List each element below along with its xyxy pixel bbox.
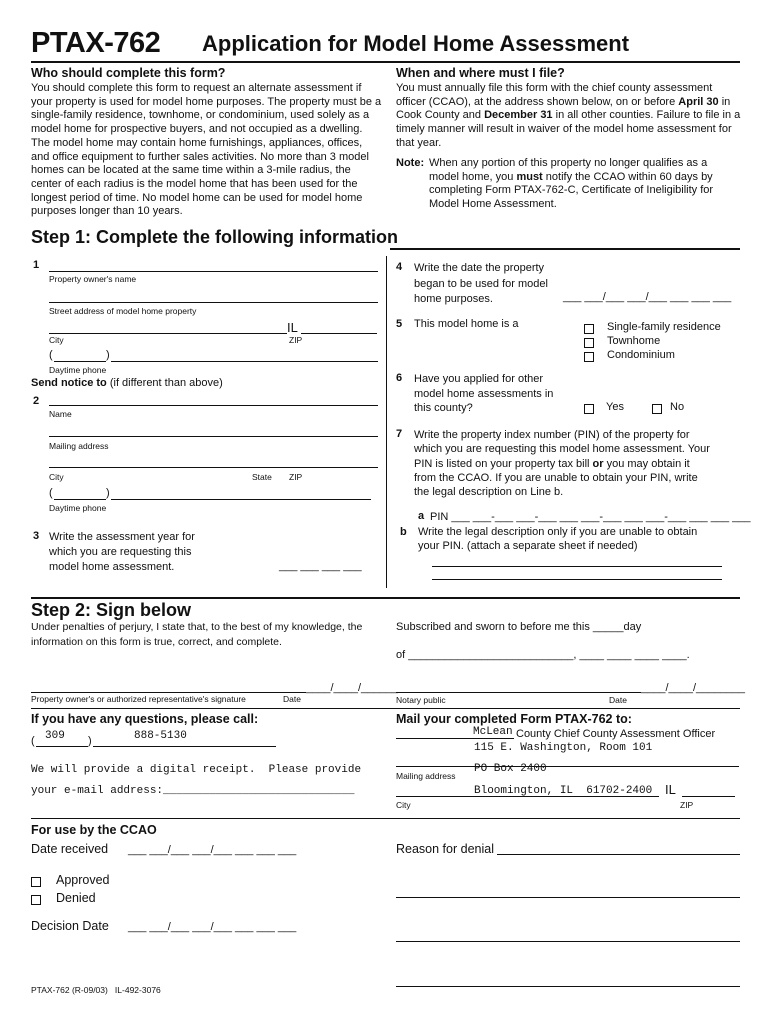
signature-date-field[interactable]: ____/____/______ bbox=[306, 682, 398, 694]
reason-for-denial-field-3[interactable] bbox=[396, 941, 740, 942]
send-notice-rest: (if different than above) bbox=[106, 377, 223, 389]
zip-label: ZIP bbox=[289, 335, 303, 345]
condominium-checkbox[interactable] bbox=[584, 352, 594, 362]
ccao-heading: For use by the CCAO bbox=[31, 823, 157, 837]
assessment-year-field[interactable]: ___ ___ ___ ___ bbox=[279, 560, 362, 572]
item-1-number: 1 bbox=[33, 259, 40, 271]
yes-option[interactable] bbox=[584, 401, 624, 419]
no-label: No bbox=[670, 401, 685, 413]
contact-rule bbox=[31, 708, 740, 709]
mail-county: McLean bbox=[473, 726, 513, 738]
city-field[interactable] bbox=[49, 333, 287, 334]
email-field[interactable]: your e-mail address:_____________________________ bbox=[31, 785, 355, 797]
legal-description-field-1[interactable] bbox=[432, 566, 722, 567]
no-checkbox[interactable] bbox=[652, 404, 662, 414]
phone-paren-open: ( bbox=[49, 349, 53, 361]
single-family-checkbox[interactable] bbox=[584, 324, 594, 334]
notice-mailing-field[interactable] bbox=[49, 436, 378, 437]
notice-city-field[interactable] bbox=[49, 467, 378, 468]
note-body bbox=[429, 157, 729, 212]
item-7-text-1: Write the property index number (PIN) of the property for which you are requesting this model home assessment. Your PIN is listed on your property tax bill bbox=[414, 429, 710, 470]
ccao-rule bbox=[31, 818, 740, 819]
zip-field[interactable] bbox=[301, 333, 377, 334]
when-heading: When and where must I file? bbox=[396, 66, 565, 80]
step1-rule bbox=[390, 248, 740, 250]
item-5-number: 5 bbox=[396, 318, 403, 330]
contact-phone: 888-5130 bbox=[134, 730, 187, 742]
townhome-checkbox[interactable] bbox=[584, 338, 594, 348]
mail-il: IL bbox=[665, 782, 676, 797]
notice-mailing-label: Mailing address bbox=[49, 441, 109, 451]
notice-area-code-field[interactable] bbox=[54, 499, 106, 500]
perjury-text: Under penalties of perjury, I state that, to the best of my knowledge, the information on this form is true, correct, and complete. bbox=[31, 621, 363, 648]
contact-area-code: 309 bbox=[45, 730, 65, 742]
note-body-1: When any portion of this property no longer qualifies as a model home, you bbox=[429, 157, 708, 183]
item-4-text: Write the date the property began to be used for model home purposes. bbox=[414, 262, 548, 305]
mail-heading: Mail your completed Form PTAX-762 to: bbox=[396, 712, 632, 726]
form-number: PTAX-762 bbox=[31, 27, 161, 59]
when-date-1: April 30 bbox=[678, 95, 719, 108]
step2-top-rule bbox=[31, 597, 740, 599]
condominium-option[interactable] bbox=[584, 349, 675, 367]
item-7-text bbox=[414, 428, 714, 499]
notice-zip-label: ZIP bbox=[289, 472, 303, 482]
contact-phone-line bbox=[93, 746, 276, 747]
item-6-number: 6 bbox=[396, 372, 403, 384]
owner-name-field[interactable] bbox=[49, 271, 378, 272]
signature-field[interactable] bbox=[31, 692, 306, 693]
approved-option[interactable] bbox=[31, 873, 110, 892]
contact-paren-close: ) bbox=[88, 735, 92, 747]
denied-checkbox[interactable] bbox=[31, 895, 41, 905]
notary-label: Notary public bbox=[396, 695, 446, 705]
street-address-field[interactable] bbox=[49, 302, 378, 303]
when-body-2: in Cook County and bbox=[396, 95, 731, 122]
item-7-number: 7 bbox=[396, 428, 403, 440]
notary-date-label: Date bbox=[609, 695, 627, 705]
step2-heading bbox=[31, 600, 191, 621]
when-body-1: You must annually file this form with the chief county assessment officer (CCAO), at the address shown below, on or before bbox=[396, 82, 713, 108]
mail-address-label: Mailing address bbox=[396, 771, 456, 781]
state-il: IL bbox=[287, 320, 298, 335]
notice-paren-open: ( bbox=[49, 487, 53, 499]
phone-paren-close: ) bbox=[106, 349, 110, 361]
item-2-number: 2 bbox=[33, 395, 40, 407]
legal-description-field-2[interactable] bbox=[432, 579, 722, 580]
start-date-field[interactable]: ___ ___/___ ___/___ ___ ___ ___ bbox=[563, 291, 732, 303]
mail-city-state-zip: Bloomington, IL 61702-2400 bbox=[474, 785, 653, 797]
when-date-2: December 31 bbox=[484, 109, 553, 122]
footer-form-code: PTAX-762 (R-09/03) IL-492-3076 bbox=[31, 985, 161, 995]
decision-date-field[interactable]: ___ ___/___ ___/___ ___ ___ ___ bbox=[128, 921, 297, 933]
date-received-field[interactable]: ___ ___/___ ___/___ ___ ___ ___ bbox=[128, 844, 297, 856]
notice-name-label: Name bbox=[49, 409, 72, 419]
contact-heading: If you have any questions, please call: bbox=[31, 712, 259, 726]
notice-phone-label: Daytime phone bbox=[49, 503, 107, 513]
who-heading: Who should complete this form? bbox=[31, 66, 226, 80]
who-body: You should complete this form to request an alternate assessment if your property is used for model home purposes. The property must be a single-family residence, townhome, or condominium, used solely as a model home for prospective buyers, and not occupied as a dwelling. The model home may contain home furnishings, appliances, offices, and office equipment to further sales activities. No more than 3 model homes can be located at the same time within a 3-mile radius, the center of each radius is the model home that has been used for the longest period of time. No model home can be used for model home purposes longer than 10 years. bbox=[31, 82, 382, 218]
note-must: must bbox=[516, 170, 543, 183]
notary-field[interactable] bbox=[396, 692, 641, 693]
city-label: City bbox=[49, 335, 64, 345]
approved-checkbox[interactable] bbox=[31, 877, 41, 887]
no-option[interactable] bbox=[652, 401, 685, 419]
owner-name-label: Property owner's name bbox=[49, 274, 137, 284]
contact-paren-open: ( bbox=[31, 735, 35, 747]
denied-label: Denied bbox=[56, 891, 96, 905]
single-family-label: Single-family residence bbox=[607, 321, 721, 333]
when-body-3: in all other counties. Failure to file in a timely manner will result in waiver of the model home assessment for that year. bbox=[396, 109, 741, 149]
mail-po-box: PO Box 2400 bbox=[474, 763, 547, 775]
townhome-label: Townhome bbox=[607, 335, 661, 347]
header-rule bbox=[31, 61, 740, 63]
notice-phone-field[interactable] bbox=[111, 499, 371, 500]
denied-option[interactable] bbox=[31, 891, 96, 910]
decision-date-label: Decision Date bbox=[31, 919, 109, 933]
mail-city-label: City bbox=[396, 800, 411, 810]
yes-label: Yes bbox=[606, 401, 624, 413]
item-3-text: Write the assessment year for which you are requesting this model home assessment. bbox=[49, 531, 195, 573]
notice-paren-close: ) bbox=[106, 487, 110, 499]
reason-for-denial-label: Reason for denial bbox=[396, 842, 494, 856]
of-line[interactable]: of ___________________________, ____ ____ ____ ____. bbox=[396, 649, 690, 661]
area-code-field[interactable] bbox=[54, 361, 106, 362]
line-b-label: b bbox=[400, 526, 407, 538]
signature-label: Property owner's or authorized representative's signature bbox=[31, 694, 246, 704]
step1-heading bbox=[31, 227, 398, 248]
form-title: Application for Model Home Assessment bbox=[202, 31, 630, 56]
step1-title: Step 1: Complete the following information bbox=[31, 227, 398, 247]
item-7-text-2: you may obtain it from the CCAO. If you are unable to obtain your PIN, write the legal description on Line b. bbox=[414, 457, 698, 499]
step2-title: Step 2: Sign below bbox=[31, 600, 192, 620]
daytime-phone-field[interactable] bbox=[111, 361, 378, 362]
mail-zip-line bbox=[682, 796, 735, 797]
street-address-label: Street address of model home property bbox=[49, 306, 197, 316]
mail-zip-label: ZIP bbox=[680, 800, 694, 810]
subscribed-text: Subscribed and sworn to before me this _____day bbox=[396, 621, 642, 633]
pin-field[interactable]: PIN ___ ___-___ ___-___ ___ ___-___ ___ ___-___ ___ ___ ___ bbox=[430, 511, 751, 523]
notary-date-field[interactable]: ____/____/________ bbox=[641, 682, 745, 694]
condominium-label: Condominium bbox=[607, 349, 675, 361]
note-label: Note: bbox=[396, 157, 425, 169]
yes-checkbox[interactable] bbox=[584, 404, 594, 414]
date-received-label: Date received bbox=[31, 842, 109, 856]
reason-for-denial-field-1[interactable] bbox=[497, 854, 740, 855]
reason-for-denial-field-4[interactable] bbox=[396, 986, 740, 987]
mail-address-line bbox=[396, 766, 739, 767]
mail-ccao-label: County Chief County Assessment Officer bbox=[516, 728, 716, 740]
item-4-number: 4 bbox=[396, 261, 403, 273]
line-b-text: Write the legal description only if you are unable to obtain your PIN. (attach a separate sheet if needed) bbox=[418, 526, 698, 552]
item-5-text: This model home is a bbox=[414, 318, 519, 330]
item-3-number: 3 bbox=[33, 530, 40, 542]
approved-label: Approved bbox=[56, 873, 110, 887]
mail-county-line bbox=[396, 738, 514, 739]
send-notice-bold: Send notice to bbox=[31, 377, 107, 389]
notice-name-field[interactable] bbox=[49, 405, 378, 406]
mail-street: 115 E. Washington, Room 101 bbox=[474, 742, 653, 754]
notice-state-label: State bbox=[252, 472, 272, 482]
step1-column-divider bbox=[386, 256, 387, 588]
signature-date-label: Date bbox=[283, 694, 301, 704]
notice-city-label: City bbox=[49, 472, 64, 482]
daytime-phone-label: Daytime phone bbox=[49, 365, 107, 375]
digital-receipt-text: We will provide a digital receipt. Please provide bbox=[31, 764, 362, 776]
mail-city-line bbox=[396, 796, 659, 797]
line-a-label: a bbox=[418, 510, 425, 522]
contact-area-code-line bbox=[36, 746, 88, 747]
reason-for-denial-field-2[interactable] bbox=[396, 897, 740, 898]
note-body-2: notify the CCAO within 60 days by completing Form PTAX-762-C, Certificate of Ineligibility for Model Home Assessment. bbox=[429, 170, 714, 211]
send-notice bbox=[31, 377, 223, 391]
when-body bbox=[396, 82, 742, 151]
item-6-text: Have you applied for other model home assessments in this county? bbox=[414, 373, 554, 414]
item-7-or: or bbox=[592, 457, 604, 470]
